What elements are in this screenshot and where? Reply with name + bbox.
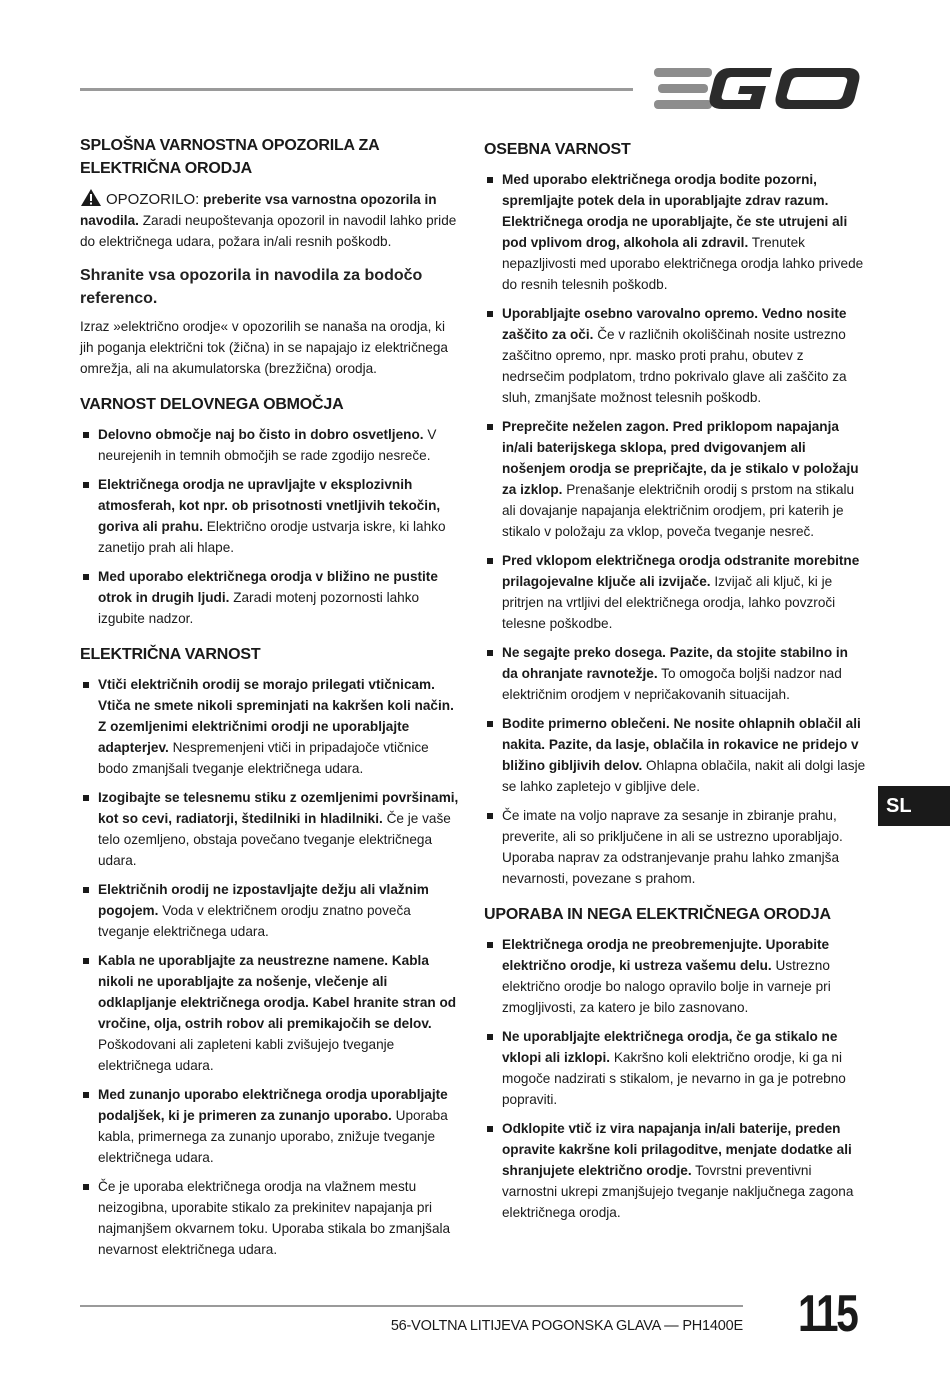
item-bold: Električnega orodja ne upravljajte v eksplozivnih atmosferah, kot npr. ob prisotnosti vnetljivih tekočin, goriva ali prahu. (98, 477, 441, 534)
list-item (484, 303, 866, 408)
section-title-electrical-safety: ELEKTRIČNA VARNOST (80, 646, 261, 663)
footer-rule (80, 1305, 743, 1307)
list-item (484, 550, 866, 634)
item-text: Nespremenjeni vtiči in pripadajoče vtičnice bodo zmanjšali tveganje električnega udara. (98, 740, 429, 776)
list-item (80, 566, 462, 629)
item-text: V neurejenih in temnih območjih se rade zgodijo nesreče. (98, 427, 437, 463)
item-bold: Odklopite vtič iz vira napajanja in/ali baterije, preden opravite kakršne koli prilagoditve, menjate dodatke ali shranjujete električno orodje. (502, 1121, 852, 1178)
item-bold: Pred vklopom električnega orodja odstranite morebitne prilagojevalne ključe ali izvijače. (502, 553, 860, 589)
item-bold: Uporabljajte osebno varovalno opremo. Vedno nosite zaščito za oči. (502, 306, 847, 342)
list-item (484, 1118, 866, 1223)
list-item (80, 1176, 462, 1260)
list-item (484, 1026, 866, 1110)
item-bold: Izogibajte se telesnemu stiku z ozemljenimi površinami, kot so cevi, radiatorji, štedilniki in hladilniki. (98, 790, 459, 826)
list-item (80, 474, 462, 558)
item-bold: Med uporabo električnega orodja bodite pozorni, spremljajte potek dela in uporabljajte zdrav razum. Električnega orodja ne uporabljajte, če ste utrujeni ali pod vplivom drog, alkohola ali zdravil. (502, 172, 848, 250)
item-bold: Električnega orodja ne preobremenjujte. Uporabite električno orodje, ki ustreza vašemu delu. (502, 937, 830, 973)
section-title-work-area: VARNOST DELOVNEGA OBMOČJA (80, 396, 344, 413)
item-bold: Električnih orodij ne izpostavljajte dežju ali vlažnim pogojem. (98, 882, 429, 918)
item-text: Uporaba kabla, primernega za zunanjo uporabo, znižuje tveganje električnega udara. (98, 1108, 448, 1165)
warning-label: OPOZORILO: (106, 191, 200, 208)
item-bold: Ne uporabljajte električnega orodja, če ga stikalo ne vklopi ali izklopi. (502, 1029, 838, 1065)
list-item (80, 674, 462, 779)
right-column (484, 138, 866, 1233)
item-text: Električno orodje ustvarja iskre, ki lahko zanetijo prah ali hlape. (98, 519, 446, 555)
list-item (484, 805, 866, 889)
item-text: Trenutek nepazljivosti med uporabo električnega orodja lahko privede do resnih telesnih poškodb. (502, 235, 864, 292)
item-text: Izvijač ali ključ, ki je pritrjen na vrtljivi del električnega orodja, lahko povzroči telesne poškodbe. (502, 574, 836, 631)
work-area-list (80, 424, 462, 629)
item-text: Kakršno koli električno orodje, ki ga ni mogoče nadzirati s stikalom, je nevarno in ga je potrebno popraviti. (502, 1050, 846, 1107)
item-text: Prenašanje električnih orodij s prstom na stikalu ali dovajanje napajanja električnim orodjem, pri katerih je stikalo v položaju za vklop, poveča tveganje nesreč. (502, 482, 855, 539)
page-number: 115 (798, 1285, 857, 1343)
section-title-tool-use-care: UPORABA IN NEGA ELEKTRIČNEGA ORODJA (484, 906, 831, 923)
item-bold: Delovno območje naj bo čisto in dobro osvetljeno. (98, 427, 424, 442)
header-rule (80, 88, 633, 91)
item-text: Če v različnih okoliščinah nosite ustrezno zaščitno opremo, npr. masko proti prahu, obutev z nedrsečim podplatom, trdno pokrivalo glave ali zaščito za sluh, zmanjšate možnost telesnih poškodb. (502, 327, 847, 405)
item-text: Če imate na voljo naprave za sesanje in zbiranje prahu, preverite, ali so priključene in ali se ustrezno uporabljajo. Uporaba naprav za odstranjevanje prahu lahko zmanjša nevarnosti, povezane s prahom. (502, 808, 843, 886)
list-item (80, 787, 462, 871)
list-item (80, 1084, 462, 1168)
item-text: Zaradi motenj pozornosti lahko izgubite nadzor. (98, 590, 420, 626)
list-item (484, 169, 866, 295)
list-item (484, 713, 866, 797)
item-bold: Med zunanjo uporabo električnega orodja uporabljajte podaljšek, ki je primeren za zunanjo uporabo. (98, 1087, 448, 1123)
item-text: Ustrezno električno orodje bo nalogo opravilo bolje in varneje pri zmogljivosti, za katero je bilo zasnovano. (502, 958, 831, 1015)
item-bold: Preprečite neželen zagon. Pred priklopom napajanja in/ali baterijskega sklopa, pred dvigovanjem ali nošenjem orodja se prepričajte, da je stikalo v položaju za izklop. (502, 419, 859, 497)
tool-use-care-list (484, 934, 866, 1223)
item-bold: Ne segajte preko dosega. Pazite, da stojite stabilno in da ohranjate ravnotežje. (502, 645, 848, 681)
term-definition-text: Izraz »električno orodje« v opozorilih se nanaša na orodja, ki jih poganja električni tok (žična) in se napajajo iz električnega omrežja, ali na akumulatorska (brezžična) orodja. (80, 319, 448, 376)
item-text: Ohlapna oblačila, nakit ali dolgi lasje se lahko zapletejo v gibljive dele. (502, 758, 866, 794)
section-title-general-warnings: SPLOŠNA VARNOSTNA OPOZORILA ZA ELEKTRIČNA ORODJA (80, 137, 379, 177)
ego-logo (652, 66, 862, 112)
item-text: Tovrstni preventivni varnostni ukrepi zmanjšujejo tveganje naključnega zagona električnega orodja. (502, 1163, 854, 1220)
footer-title: 56-VOLTNA LITIJEVA POGONSKA GLAVA — PH1400E (390, 1318, 743, 1334)
item-bold: Med uporabo električnega orodja v bližino ne pustite otrok in drugih ljudi. (98, 569, 438, 605)
personal-safety-list (484, 169, 866, 889)
list-item (80, 950, 462, 1076)
electrical-safety-list (80, 674, 462, 1260)
list-item (484, 416, 866, 542)
list-item (80, 879, 462, 942)
language-tab: SL (878, 786, 950, 826)
item-text: Če je uporaba električnega orodja na vlažnem mestu neizogibna, uporabite stikalo za prekinitev napajanja pri najmanjšem okvarnem toku. Uporaba stikala bo zmanjšala nevarnost električnega udara. (98, 1179, 451, 1257)
item-text: Poškodovani ali zapleteni kabli zvišujejo tveganje električnega udara. (98, 1037, 395, 1073)
warning-triangle-icon (80, 188, 102, 207)
item-bold: Bodite primerno oblečeni. Ne nosite ohlapnih oblačil ali nakita. Pazite, da lasje, oblačila in rokavice ne pridejo v bližino gibljivih delov. (502, 716, 861, 773)
section-title-personal-safety: OSEBNA VARNOST (484, 141, 631, 158)
warning-paragraph (80, 188, 462, 252)
list-item (484, 642, 866, 705)
left-column (80, 134, 462, 1270)
item-text: Če je vaše telo ozemljeno, obstaja povečano tveganje električnega udara. (98, 811, 451, 868)
warning-text: Zaradi neupoštevanja opozoril in navodil lahko pride do električnega udara, požara in/ali resnih poškodb. (80, 213, 457, 249)
item-bold: Vtiči električnih orodij se morajo prilegati vtičnicam. Vtiča ne smete nikoli spreminjati na kakršen koli način. Z ozemljenimi električnimi orodji ne uporabljajte adapterjev. (98, 677, 454, 755)
warning-bold-text: preberite vsa varnostna opozorila in navodila. (80, 192, 437, 228)
list-item (484, 934, 866, 1018)
item-text: To omogoča boljši nadzor nad električnim orodjem v nepričakovanih situacijah. (502, 666, 842, 702)
list-item (80, 424, 462, 466)
item-text: Voda v električnem orodju znatno poveča tveganje električnega udara. (98, 903, 411, 939)
item-bold: Kabla ne uporabljajte za neustrezne namene. Kabla nikoli ne uporabljajte za nošenje, vlečenje ali odklapljanje električnega orodja. Kabel hranite stran od vročine, olja, ostrih robov ali premikajočih se delov. (98, 953, 457, 1031)
save-instructions-heading: Shranite vsa opozorila in navodila za bodočo referenco. (80, 267, 423, 307)
